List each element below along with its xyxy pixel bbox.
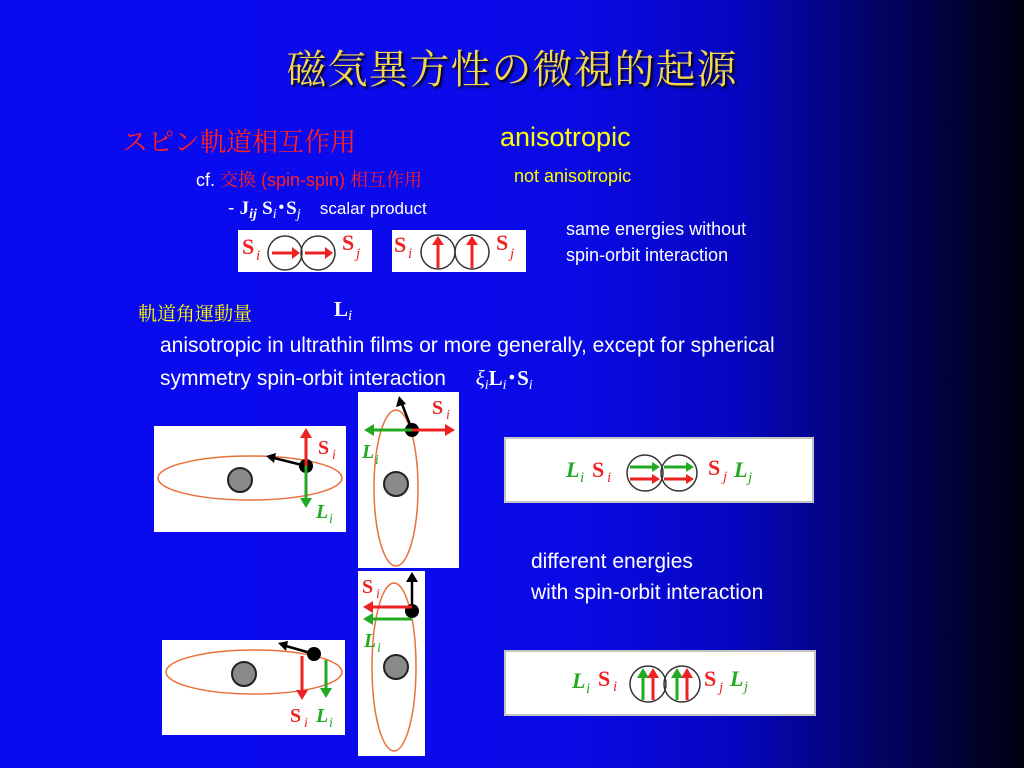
anisotropic-note: anisotropic bbox=[500, 122, 631, 152]
orbital-label: 軌道角運動量 bbox=[138, 303, 253, 325]
same-energies-text bbox=[566, 216, 746, 268]
description-line2 bbox=[160, 362, 775, 402]
panel2-S-label-j: S bbox=[496, 230, 509, 255]
formula-dot: ･ bbox=[276, 198, 287, 219]
formula-ij: ij bbox=[249, 207, 257, 222]
label-S: S bbox=[362, 576, 374, 598]
orbital-i-arrowhead bbox=[652, 462, 660, 472]
panel2-j-label: j bbox=[510, 246, 515, 262]
orbital-i: i bbox=[348, 308, 353, 324]
label-S-j: S bbox=[704, 666, 717, 691]
formula-S2: S bbox=[286, 198, 297, 219]
label-L-i: i bbox=[586, 681, 591, 697]
same-energies-line1: same energies without bbox=[566, 219, 747, 239]
cf-prefix: cf. bbox=[196, 170, 221, 190]
nucleus bbox=[232, 662, 256, 686]
label-L: L bbox=[572, 668, 586, 693]
label-L: L bbox=[364, 630, 377, 652]
panel1-S-label: S bbox=[242, 234, 255, 259]
label-L-i: i bbox=[329, 512, 333, 527]
label-L-i: i bbox=[329, 716, 333, 731]
spin-i-arrowhead bbox=[652, 474, 660, 484]
so-dot: ･ bbox=[506, 366, 518, 390]
spin-j-arrowhead bbox=[681, 668, 693, 678]
electron-motion-arrowhead bbox=[406, 572, 418, 582]
electron-motion-arrowhead bbox=[396, 396, 406, 407]
label-S: S bbox=[290, 705, 302, 727]
formula-j: j bbox=[296, 207, 301, 222]
spin-left-arrowhead bbox=[363, 601, 373, 613]
formula-S1: S bbox=[262, 198, 273, 219]
orbital-j-arrowhead bbox=[671, 668, 683, 678]
panel1-arrowhead-i bbox=[292, 247, 300, 259]
exchange-panel-vertical bbox=[392, 230, 526, 272]
spin-down-arrowhead bbox=[296, 690, 308, 700]
result-panel-vertical bbox=[504, 650, 816, 716]
different-energies-text bbox=[531, 546, 763, 608]
label-L-j: L bbox=[730, 666, 744, 691]
label-L: L bbox=[566, 457, 580, 482]
orbital-j-arrowhead bbox=[686, 462, 694, 472]
formula-i: i bbox=[272, 207, 277, 222]
so-xi: ξ bbox=[475, 366, 485, 390]
formula-dash: - bbox=[228, 198, 240, 219]
result-panel-border bbox=[505, 651, 815, 715]
label-S-i: i bbox=[304, 716, 308, 731]
label-S: S bbox=[592, 457, 605, 482]
label-S-j-sub: j bbox=[723, 469, 728, 485]
so-xi-i: i bbox=[484, 378, 489, 393]
atom-i bbox=[627, 455, 663, 491]
panel2-i-label: i bbox=[408, 246, 413, 262]
so-L: L bbox=[488, 366, 503, 390]
label-L: L bbox=[316, 501, 329, 523]
label-S-i: i bbox=[446, 408, 450, 423]
so-S: S bbox=[517, 366, 529, 390]
panel1-S-label-j: S bbox=[342, 230, 355, 255]
panel2-S-label: S bbox=[394, 232, 407, 257]
panel2-arrowhead-i bbox=[432, 236, 444, 245]
label-S-i: i bbox=[613, 679, 618, 695]
orbit-panel-horizontal-up bbox=[154, 426, 346, 532]
label-S-i: i bbox=[332, 448, 336, 463]
orbital-left-arrowhead bbox=[363, 613, 373, 625]
electron-motion-arrowhead bbox=[266, 453, 276, 463]
label-S: S bbox=[432, 397, 444, 419]
atom-i bbox=[630, 666, 666, 702]
label-S-i: i bbox=[376, 587, 380, 602]
label-L: L bbox=[316, 705, 329, 727]
slide-title: 磁気異方性の微視的起源 bbox=[286, 47, 738, 93]
different-energies-line1: different energies bbox=[531, 550, 693, 573]
different-energies-line2: with spin-orbit interaction bbox=[531, 581, 764, 604]
label-S-j: S bbox=[708, 455, 721, 480]
description-line2-text: symmetry spin-orbit interaction bbox=[160, 367, 446, 390]
label-L: L bbox=[362, 441, 375, 463]
orbital-down-arrowhead bbox=[320, 688, 332, 698]
scalar-product-note: scalar product bbox=[319, 199, 427, 218]
atom-j bbox=[664, 666, 700, 702]
panel1-j-label: j bbox=[356, 246, 361, 262]
description-line1: anisotropic in ultrathin films or more generally, except for spherical bbox=[160, 334, 775, 357]
label-L-i: i bbox=[377, 641, 381, 656]
anisotropy-description bbox=[160, 330, 775, 402]
formula-J: J bbox=[239, 198, 250, 219]
orbit-panel-vertical-up bbox=[358, 392, 459, 568]
panel1-i-label: i bbox=[256, 248, 261, 264]
atom-j bbox=[661, 455, 697, 491]
electron-motion-arrowhead bbox=[278, 641, 288, 651]
nucleus bbox=[384, 472, 408, 496]
orbital-L: L bbox=[334, 297, 349, 321]
spin-up-arrowhead bbox=[300, 428, 312, 438]
spin-i-arrowhead bbox=[647, 668, 659, 678]
same-energies-line2: spin-orbit interaction bbox=[566, 245, 729, 265]
label-L-j-sub: j bbox=[744, 679, 749, 695]
label-S: S bbox=[598, 666, 611, 691]
label-L-j-sub: j bbox=[748, 470, 753, 486]
orbital-down-arrowhead bbox=[300, 498, 312, 508]
label-S-i: i bbox=[607, 470, 612, 486]
so-formula bbox=[475, 366, 533, 393]
exchange-line bbox=[196, 166, 422, 192]
orbit-panel-vertical-down bbox=[358, 571, 425, 756]
label-S: S bbox=[318, 437, 330, 459]
label-L-j: L bbox=[734, 457, 748, 482]
exchange-label: 交換 (spin-spin) 相互作用 bbox=[220, 170, 423, 190]
label-S-j-sub: j bbox=[719, 680, 724, 696]
panel2-arrowhead-j bbox=[466, 236, 478, 245]
spin-orbit-label: スピン軌道相互作用 bbox=[122, 128, 357, 158]
orbit-panel-horizontal-down bbox=[162, 640, 345, 735]
orbital-symbol bbox=[334, 297, 352, 325]
nucleus bbox=[228, 468, 252, 492]
exchange-panel-horizontal bbox=[238, 230, 372, 272]
not-anisotropic-note: not anisotropic bbox=[514, 166, 632, 186]
result-panel-horizontal bbox=[504, 437, 814, 503]
spin-j-arrowhead bbox=[686, 474, 694, 484]
panel1-arrowhead-j bbox=[325, 247, 333, 259]
orbital-i-arrowhead bbox=[637, 668, 649, 678]
exchange-formula bbox=[228, 193, 427, 223]
result-panel-border bbox=[505, 438, 813, 502]
orbital-left-arrowhead bbox=[364, 424, 374, 436]
spin-right-arrowhead bbox=[445, 424, 455, 436]
label-L-i: i bbox=[580, 470, 585, 486]
so-S-i: i bbox=[528, 378, 533, 393]
so-L-i: i bbox=[502, 378, 507, 393]
nucleus bbox=[384, 655, 408, 679]
label-L-i: i bbox=[375, 453, 379, 468]
